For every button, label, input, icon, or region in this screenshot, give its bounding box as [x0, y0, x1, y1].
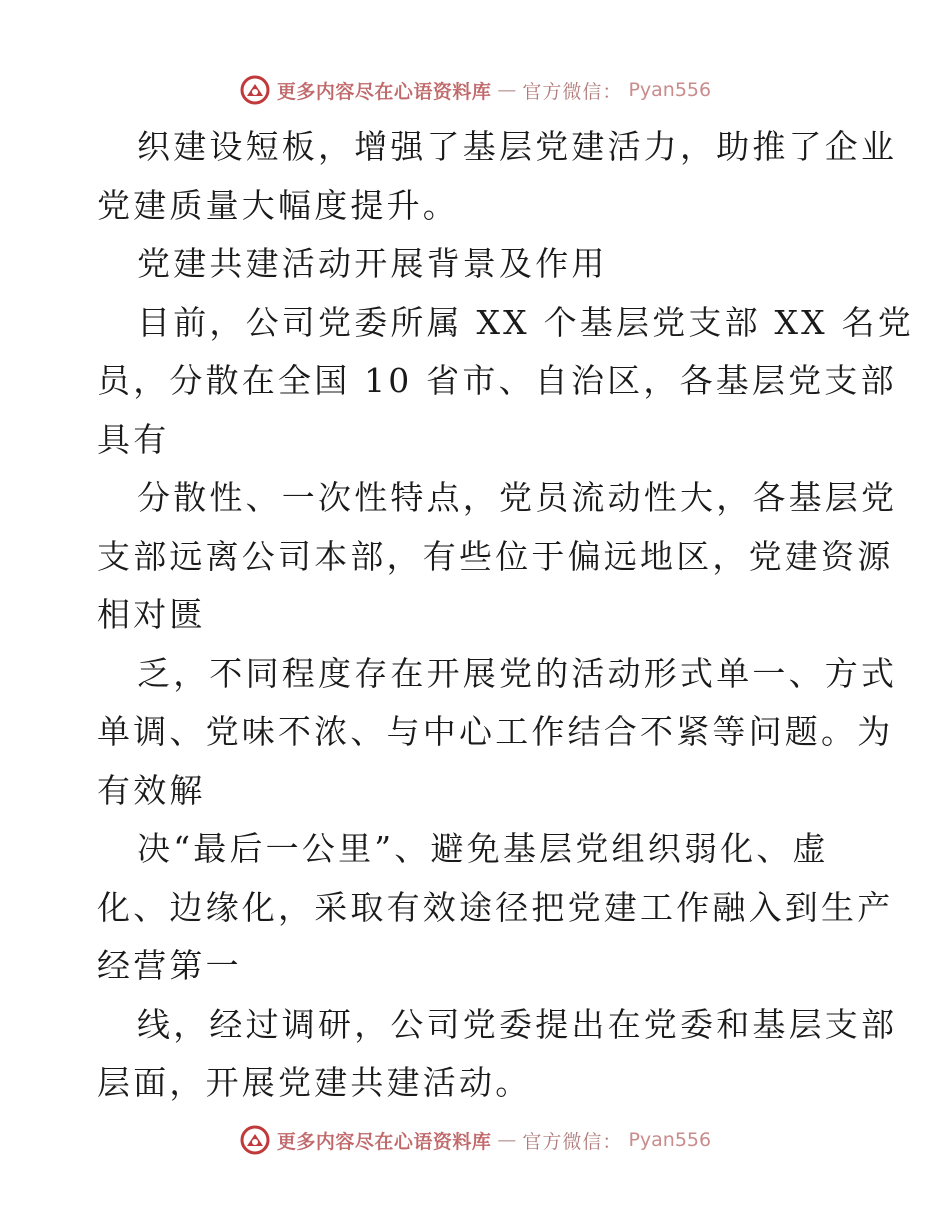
- text-line: 目前，公司党委所属 XX 个基层党支部 XX 名党: [137, 302, 914, 342]
- footer-watermark: [0, 1120, 950, 1160]
- text-line: 织建设短板，增强了基层党建活力，助推了企业: [137, 127, 898, 166]
- watermark-site-name: 更多内容尽在心语资料库: [276, 80, 492, 103]
- watermark-wechat-id: Pyan556: [628, 79, 712, 101]
- text-line: 单调、党味不浓、与中心工作结合不紧等问题。为: [97, 712, 894, 751]
- watermark-dash: —: [497, 79, 517, 101]
- text-line: 决“最后一公里”、避免基层党组织弱化、虚: [137, 829, 829, 868]
- text-line: 化、边缘化，采取有效途径把党建工作融入到生产: [97, 887, 894, 927]
- document-body: [97, 118, 914, 1113]
- watermark-official-label: 官方微信：: [522, 80, 623, 103]
- text-line: 相对匮: [97, 595, 206, 634]
- text-line: 乏，不同程度存在开展党的活动形式单一、方式: [137, 653, 898, 693]
- section-heading: 党建共建活动开展背景及作用: [137, 244, 608, 283]
- text-line: 支部远离公司本部，有些位于偏远地区，党建资源: [97, 536, 894, 576]
- text-line: 党建质量大幅度提升。: [97, 185, 459, 225]
- watermark-site-name: 更多内容尽在心语资料库: [276, 1130, 492, 1153]
- logo-icon: [239, 74, 271, 106]
- text-line: 具有: [97, 419, 170, 459]
- text-line: 线，经过调研，公司党委提出在党委和基层支部: [137, 1004, 898, 1044]
- text-line: 分散性、一次性特点，党员流动性大，各基层党: [137, 478, 898, 517]
- text-line: 有效解: [97, 770, 206, 810]
- text-line: 经营第一: [97, 946, 242, 985]
- watermark-official-label: 官方微信：: [522, 1130, 623, 1153]
- text-line: 员，分散在全国 10 省市、自治区，各基层党支部: [97, 361, 897, 400]
- logo-icon: [239, 1124, 271, 1156]
- text-line: 层面，开展党建共建活动。: [97, 1063, 532, 1102]
- header-watermark: [0, 70, 950, 110]
- watermark-dash: —: [497, 1129, 517, 1151]
- watermark-wechat-id: Pyan556: [628, 1129, 712, 1151]
